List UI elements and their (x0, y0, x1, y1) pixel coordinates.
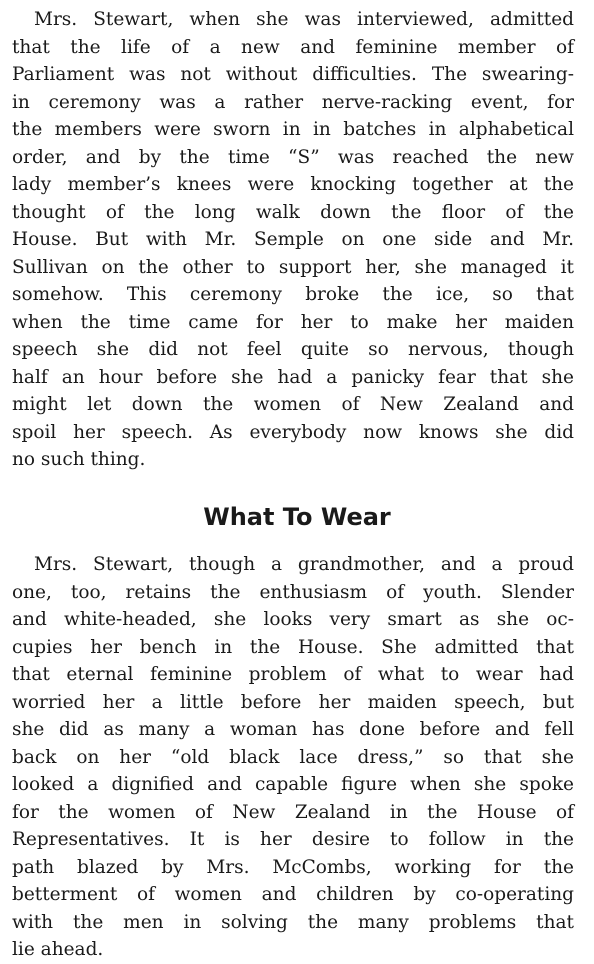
article-paragraph-2 (12, 551, 574, 964)
text-line: and white-headed, she looks very smart as she oc- (12, 609, 574, 630)
text-line: House. But with Mr. Semple on one side and Mr. (12, 229, 574, 250)
text-line: no such thing. (12, 449, 146, 470)
text-line: betterment of women and children by co-operating (12, 884, 574, 905)
text-line: Parliament was not without difficulties. The swearing- (12, 64, 574, 85)
section-heading: What To Wear (203, 503, 391, 531)
text-line: might let down the women of New Zealand and (12, 394, 574, 415)
text-line: she did as many a woman has done before and fell (12, 719, 574, 740)
text-line: speech she did not feel quite so nervous, though (12, 339, 574, 360)
text-line: that eternal feminine problem of what to wear had (12, 664, 574, 685)
text-line: cupies her bench in the House. She admitted that (12, 636, 574, 658)
text-line: for the women of New Zealand in the House of (12, 801, 574, 823)
text-line: when the time came for her to make her maiden (12, 311, 574, 333)
text-line: with the men in solving the many problems that (12, 911, 574, 933)
text-line: Mrs. Stewart, when she was interviewed, admitted (34, 9, 574, 30)
text-line: Mrs. Stewart, though a grandmother, and a proud (34, 554, 574, 575)
text-line: looked a dignified and capable figure when she spoke (12, 774, 574, 795)
text-line: spoil her speech. As everybody now knows she did (12, 421, 574, 443)
text-line: back on her “old black lace dress,” so that she (12, 746, 574, 768)
text-line: Sullivan on the other to support her, she managed it (12, 256, 574, 278)
text-line: somehow. This ceremony broke the ice, so that (12, 284, 574, 305)
article-paragraph-1 (12, 6, 574, 474)
text-line: one, too, retains the enthusiasm of youth. Slender (12, 581, 574, 603)
text-line: path blazed by Mrs. McCombs, working for the (12, 856, 574, 878)
text-line: thought of the long walk down the floor of the (12, 201, 574, 223)
text-line: lie ahead. (12, 939, 104, 960)
text-line: that the life of a new and feminine member of (12, 36, 574, 58)
text-line: order, and by the time “S” was reached the new (12, 146, 574, 168)
text-line: the members were sworn in in batches in alphabetical (12, 119, 574, 140)
text-line: worried her a little before her maiden speech, but (12, 691, 574, 713)
text-line: in ceremony was a rather nerve-racking event, for (12, 91, 574, 113)
text-line: Representatives. It is her desire to follow in the (12, 829, 574, 850)
text-line: lady member’s knees were knocking together at the (12, 174, 574, 195)
text-line: half an hour before she had a panicky fear that she (12, 366, 574, 388)
